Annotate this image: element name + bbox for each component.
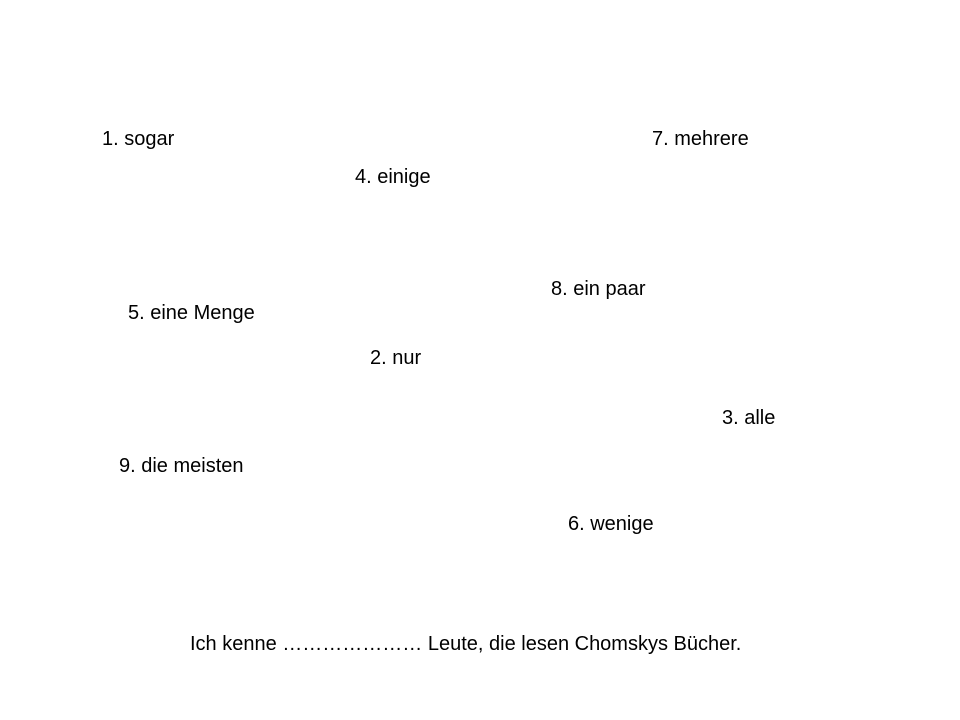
option-wenige: 6. wenige [568, 513, 654, 535]
option-nur: 2. nur [370, 347, 422, 369]
option-ein-paar: 8. ein paar [551, 278, 646, 300]
option-eine-menge: 5. eine Menge [128, 302, 255, 324]
option-sogar: 1. sogar [102, 128, 175, 150]
gap-sentence: Ich kenne ………………… Leute, die lesen Chomskys Bücher. [190, 633, 742, 655]
option-die-meisten: 9. die meisten [119, 455, 244, 477]
option-alle: 3. alle [722, 407, 776, 429]
option-mehrere: 7. mehrere [652, 128, 749, 150]
option-einige: 4. einige [355, 166, 431, 188]
